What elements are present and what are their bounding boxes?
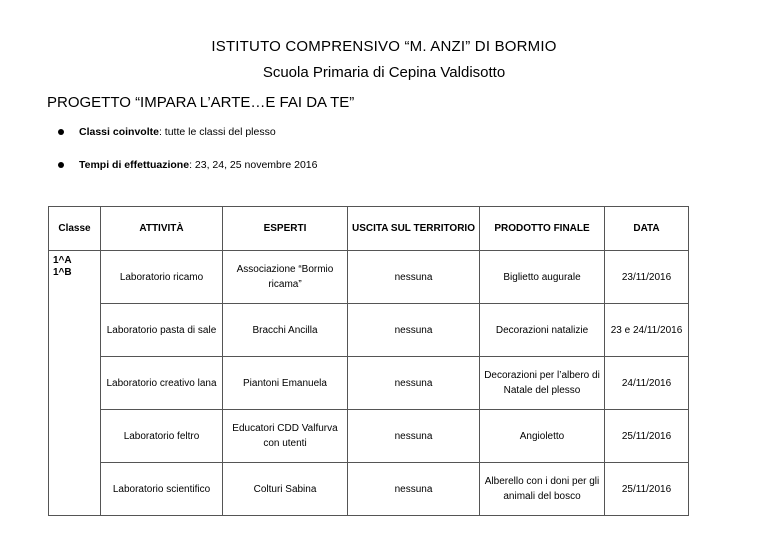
- date-cell: 25/11/2016: [605, 410, 689, 463]
- header-cell: Classe: [49, 207, 101, 251]
- class-label: 1^B: [53, 267, 72, 278]
- product-cell: Decorazioni per l’albero di Natale del plesso: [480, 357, 605, 410]
- experts-cell: Bracchi Ancilla: [223, 304, 348, 357]
- list-item: [58, 126, 318, 138]
- activity-cell: Laboratorio pasta di sale: [101, 304, 223, 357]
- date-cell: 24/11/2016: [605, 357, 689, 410]
- product-cell: Angioletto: [480, 410, 605, 463]
- exit-cell: nessuna: [348, 463, 480, 516]
- activity-cell: Laboratorio feltro: [101, 410, 223, 463]
- experts-cell: Associazione “Bormio ricama”: [223, 251, 348, 304]
- activity-cell: Laboratorio scientifico: [101, 463, 223, 516]
- table-row: [49, 410, 689, 463]
- exit-cell: nessuna: [348, 251, 480, 304]
- table-header-row: [49, 207, 689, 251]
- table-row: [49, 357, 689, 410]
- header-cell: ESPERTI: [223, 207, 348, 251]
- time-value: : 23, 24, 25 novembre 2016: [189, 159, 318, 171]
- activity-cell: Laboratorio creativo lana: [101, 357, 223, 410]
- header-cell: USCITA SUL TERRITORIO: [348, 207, 480, 251]
- header-cell: DATA: [605, 207, 689, 251]
- product-cell: Alberello con i doni per gli animali del bosco: [480, 463, 605, 516]
- exit-cell: nessuna: [348, 304, 480, 357]
- experts-cell: Educatori CDD Valfurva con utenti: [223, 410, 348, 463]
- school-title: ISTITUTO COMPRENSIVO “M. ANZI” DI BORMIO: [211, 38, 557, 55]
- classes-label: Classi coinvolte: [79, 126, 159, 138]
- experts-cell: Colturi Sabina: [223, 463, 348, 516]
- activity-cell: Laboratorio ricamo: [101, 251, 223, 304]
- date-cell: 23/11/2016: [605, 251, 689, 304]
- experts-cell: Piantoni Emanuela: [223, 357, 348, 410]
- header-cell: PRODOTTO FINALE: [480, 207, 605, 251]
- classes-value: : tutte le classi del plesso: [158, 126, 276, 138]
- classe-cell: [49, 251, 101, 516]
- subschool-title: Scuola Primaria di Cepina Valdisotto: [262, 64, 506, 81]
- product-cell: Biglietto augurale: [480, 251, 605, 304]
- date-cell: 25/11/2016: [605, 463, 689, 516]
- date-cell: 23 e 24/11/2016: [605, 304, 689, 357]
- table-row: [49, 304, 689, 357]
- header-cell: ATTIVITÀ: [101, 207, 223, 251]
- project-title: PROGETTO “IMPARA L’ARTE…E FAI DA TE”: [47, 94, 355, 111]
- class-label: 1^A: [53, 255, 72, 266]
- table-row: [49, 463, 689, 516]
- list-item: [58, 159, 318, 171]
- exit-cell: nessuna: [348, 410, 480, 463]
- time-label: Tempi di effettuazione: [79, 159, 190, 171]
- exit-cell: nessuna: [348, 357, 480, 410]
- table-row: [49, 251, 689, 304]
- info-list: [58, 126, 318, 171]
- activities-table: [48, 206, 689, 516]
- product-cell: Decorazioni natalizie: [480, 304, 605, 357]
